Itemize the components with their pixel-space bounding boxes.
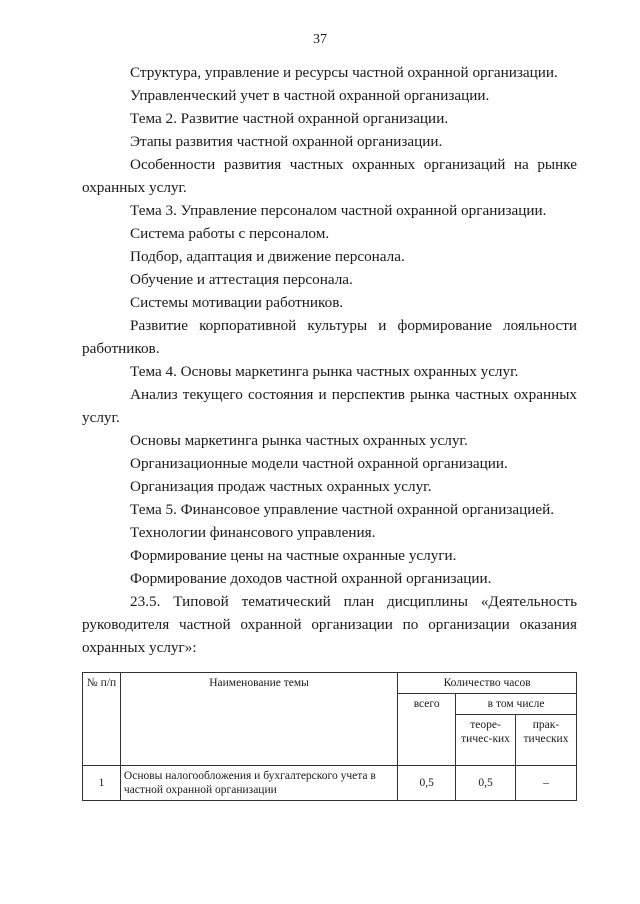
section-heading: Тема 3. Управление персоналом частной охранной организации. <box>130 202 547 219</box>
header-num: № п/п <box>83 673 121 766</box>
cell-topic: Основы налогообложения и бухгалтерского учета в частной охранной организации <box>120 766 397 801</box>
paragraph: Технологии финансового управления. <box>130 524 376 541</box>
section-heading: Тема 5. Финансовое управление частной охранной организацией. <box>130 501 555 518</box>
paragraph: 23.5. Типовой тематический план дисциплины «Деятельность руководителя частной охранной организации по организации оказания охранных услуг»: <box>82 593 577 656</box>
header-topic: Наименование темы <box>120 673 397 766</box>
cell-practice: – <box>516 766 577 801</box>
header-theory: теоре-тичес-ких <box>456 715 516 766</box>
paragraph: Развитие корпоративной культуры и формирование лояльности работников. <box>82 317 577 357</box>
paragraph: Основы маркетинга рынка частных охранных услуг. <box>130 432 468 449</box>
header-including: в том числе <box>456 694 577 715</box>
cell-theory: 0,5 <box>456 766 516 801</box>
table-header-row <box>83 673 577 694</box>
paragraph: Системы мотивации работников. <box>130 294 344 311</box>
header-practice: прак-тических <box>516 715 577 766</box>
paragraph: Формирование цены на частные охранные услуги. <box>130 547 457 564</box>
paragraph: Обучение и аттестация персонала. <box>130 271 353 288</box>
paragraph: Управленческий учет в частной охранной организации. <box>130 87 490 104</box>
table-row <box>83 766 577 801</box>
section-heading: Тема 4. Основы маркетинга рынка частных охранных услуг. <box>130 363 519 380</box>
cell-num: 1 <box>83 766 121 801</box>
paragraph: Система работы с персоналом. <box>130 225 330 242</box>
header-hours: Количество часов <box>398 673 577 694</box>
paragraph: Формирование доходов частной охранной организации. <box>130 570 492 587</box>
paragraph: Особенности развития частных охранных организаций на рынке охранных услуг. <box>82 156 577 196</box>
paragraph: Организация продаж частных охранных услуг. <box>130 478 432 495</box>
paragraph: Этапы развития частной охранной организации. <box>130 133 443 150</box>
page-number: 37 <box>313 32 327 47</box>
header-total: всего <box>398 694 456 766</box>
paragraph: Организационные модели частной охранной организации. <box>130 455 508 472</box>
paragraph: Анализ текущего состояния и перспектив рынка частных охранных услуг. <box>82 386 577 426</box>
section-heading: Тема 2. Развитие частной охранной организации. <box>130 110 449 127</box>
thematic-plan-table <box>82 672 577 801</box>
paragraph: Подбор, адаптация и движение персонала. <box>130 248 405 265</box>
cell-total: 0,5 <box>398 766 456 801</box>
body-text <box>82 61 577 659</box>
paragraph: Структура, управление и ресурсы частной охранной организации. <box>130 64 558 81</box>
